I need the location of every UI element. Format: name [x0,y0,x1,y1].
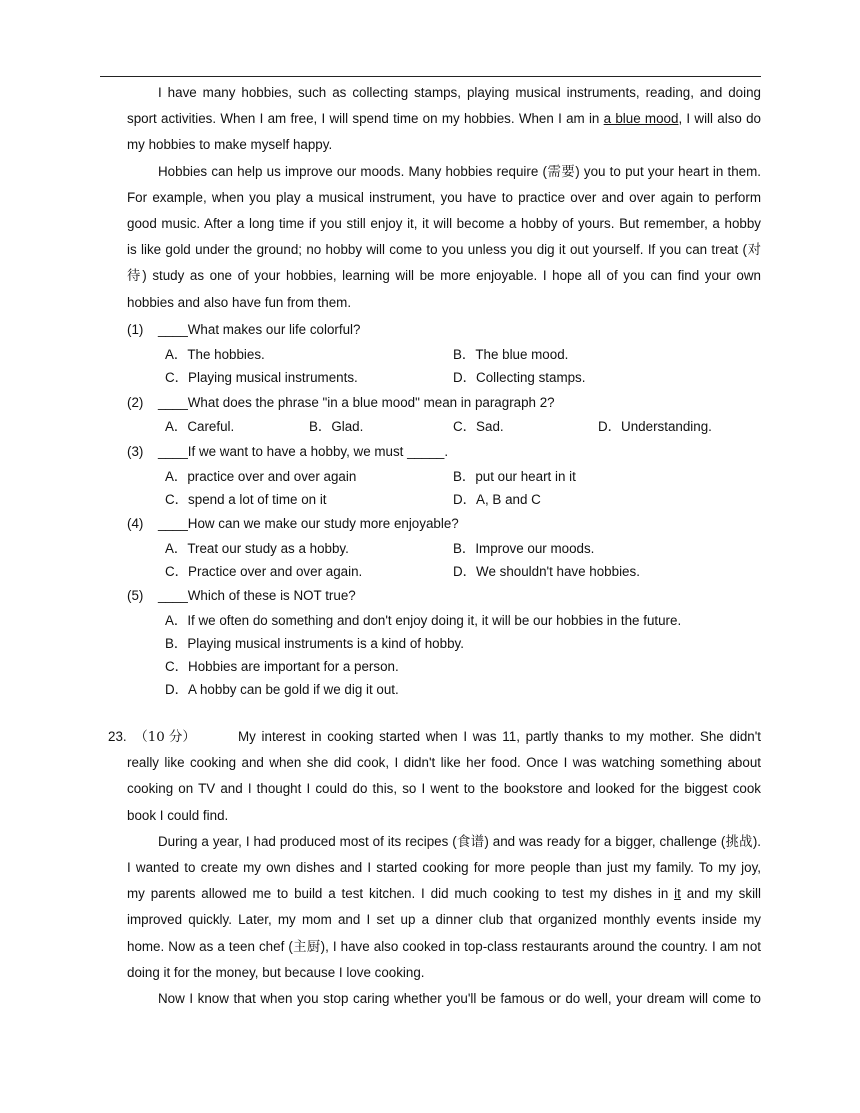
text-run: sport activities. When I am free, I will spend time on my hobbies. When I am in [127,111,604,127]
option-a: A．The hobbies. [165,347,265,362]
passage1-line: hobbies and also have fun from them. [127,294,352,310]
text-run: my parents allowed me to build a test kitchen. I did much cooking to test my dishes in [127,886,675,902]
passage2-line: Now I know that when you stop caring whether you'll be famous or do well, your dream will come to [158,990,761,1006]
question-number: (2) [127,395,144,410]
passage2-line: improved quickly. Later, my mom and I set up a dinner club that organized monthly events inside my [127,912,761,928]
header-rule [100,76,761,77]
question-number: 23. [108,729,127,744]
text-run: Hobbies can help us improve our moods. Many hobbies require ( [158,163,547,179]
passage1-line [127,237,761,263]
passage2-line: doing it for the money, but because I love cooking. [127,964,425,980]
option-a: A．Careful. [165,419,235,434]
text-run: ). [752,833,761,849]
underlined-word: it [674,886,681,902]
passage2-line: book I could find. [127,807,229,823]
chinese-gloss: 对 [747,243,761,259]
option-a: A．practice over and over again [165,469,357,484]
option-d: D．Collecting stamps. [453,370,586,385]
option-c: C．Practice over and over again. [165,564,363,579]
text-run: During a year, I had produced most of its recipes ( [158,833,457,849]
passage1-line: my hobbies to make myself happy. [127,137,333,153]
passage2 [127,724,761,1012]
question-number: (4) [127,516,144,531]
text-run: , I will also do [678,111,761,127]
question-number: (3) [127,444,144,459]
question-number: (1) [127,322,144,337]
option-d: D．A hobby can be gold if we dig it out. [165,682,399,697]
option-b: B．Improve our moods. [453,541,595,556]
option-b: B．The blue mood. [453,347,569,362]
passage2-line: I wanted to create my own dishes and I started cooking for more people than just my family. To my joy, [127,859,761,875]
passage2-line: cooking on TV and I thought I could do this, so I went to the bookstore and looked for the biggest cook [127,781,761,797]
question-text: ____What makes our life colorful? [158,322,361,337]
option-d: D．Understanding. [598,419,712,434]
passage2-line: My interest in cooking started when I was 11, partly thanks to my mother. She didn't [238,729,761,744]
text-run: and my skill [680,886,761,902]
passage1-line: For example, when you play a musical instrument, you have to practice over and over again to perform [127,189,761,205]
chinese-gloss: 待 [127,269,143,285]
passage1-line [127,263,761,289]
chinese-gloss: 主厨 [292,939,321,955]
chinese-gloss: 需要 [546,164,576,180]
passage1-line: I have many hobbies, such as collecting stamps, playing musical instruments, reading, and doing [158,85,761,100]
text-run: home. Now as a teen chef ( [127,938,293,954]
option-c: C．spend a lot of time on it [165,492,327,507]
passage1-line [127,106,761,132]
option-c: C．Playing musical instruments. [165,370,358,385]
option-c: C．Sad. [453,419,504,434]
question-text: ____How can we make our study more enjoyable? [158,516,459,531]
option-d: D．We shouldn't have hobbies. [453,564,640,579]
question-text: ____Which of these is NOT true? [158,588,356,603]
option-b: B．put our heart in it [453,469,576,484]
text-run: ), I have also cooked in top-class restaurants around the country. I am not [320,938,761,954]
option-c: C．Hobbies are important for a person. [165,659,399,674]
question-text: ____What does the phrase "in a blue mood" mean in paragraph 2? [158,395,555,410]
underlined-phrase: a blue mood [603,111,679,127]
passage1-line: good music. After a long time if you still enjoy it, it will become a hobby of yours. But remember, a hobby [127,215,761,231]
text-run: ) and was ready for a bigger, challenge ( [484,833,726,849]
text-run: ) you to put your heart in them. [575,163,761,179]
passage2-line [127,829,761,855]
question-number: (5) [127,588,144,603]
passage1-line [127,159,761,185]
option-b: B．Playing musical instruments is a kind of hobby. [165,636,464,651]
passage2-line [127,881,761,907]
passage1 [127,80,761,316]
option-d: D．A, B and C [453,492,541,507]
passage2-line: really like cooking and when she did cook, I didn't like her food. Once I was watching something about [127,755,761,771]
score-label: （10 分） [134,730,196,745]
text-run: ) study as one of your hobbies, learning will be more enjoyable. I hope all of you can find your own [142,268,761,284]
question-text: ____If we want to have a hobby, we must _____. [158,444,449,459]
option-b: B．Glad. [309,419,364,434]
passage2-line [127,934,761,960]
chinese-gloss: 挑战 [725,834,753,850]
option-a: A．Treat our study as a hobby. [165,541,349,556]
option-a: A．If we often do something and don't enjoy doing it, it will be our hobbies in the future. [165,613,682,628]
chinese-gloss: 食谱 [456,834,485,850]
text-run: is like gold under the ground; no hobby will come to you unless you dig it out yourself. If you can treat ( [127,242,748,258]
